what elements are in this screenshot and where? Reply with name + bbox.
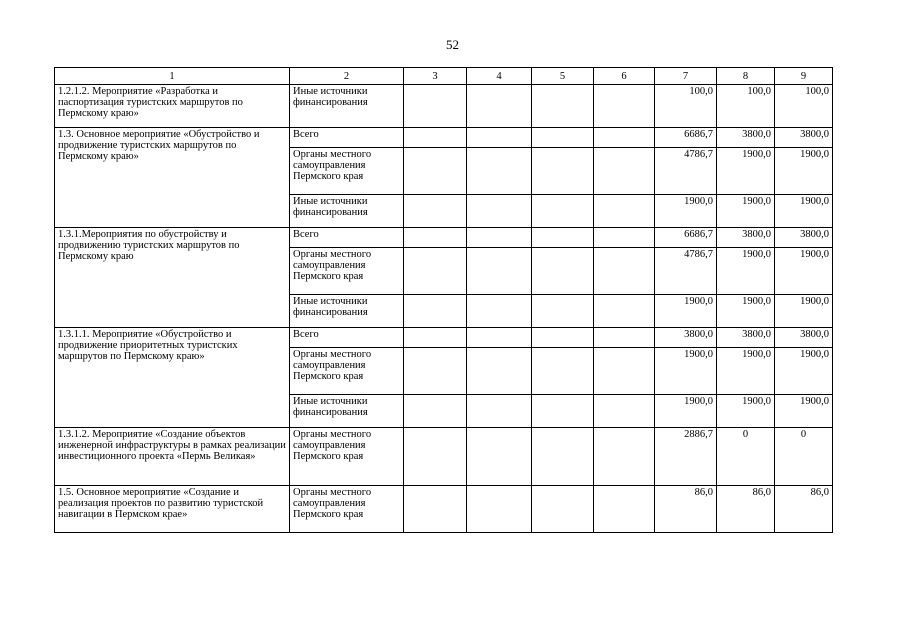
source-cell: Иные источники финансирования xyxy=(290,85,404,128)
empty-cell xyxy=(467,348,532,395)
empty-cell xyxy=(532,85,594,128)
value-col9: 1900,0 xyxy=(775,295,833,328)
value-col9: 1900,0 xyxy=(775,148,833,195)
activity-cell: 1.3.1.1. Мероприятие «Обустройство и продвижение приоритетных туристских маршрутов по Пермскому краю» xyxy=(55,328,290,428)
empty-cell xyxy=(467,128,532,148)
empty-cell xyxy=(467,428,532,486)
empty-cell xyxy=(404,428,467,486)
empty-cell xyxy=(594,248,655,295)
empty-cell xyxy=(594,195,655,228)
empty-cell xyxy=(532,195,594,228)
source-cell: Органы местного самоуправления Пермского края xyxy=(290,148,404,195)
value-col8: 1900,0 xyxy=(717,348,775,395)
empty-cell xyxy=(404,395,467,428)
empty-cell xyxy=(404,295,467,328)
activity-cell: 1.3.1.2. Мероприятие «Создание объектов инженерной инфраструктуры в рамках реализации инвестиционного проекта «Пермь Великая» xyxy=(55,428,290,486)
source-cell: Органы местного самоуправления Пермского края xyxy=(290,428,404,486)
source-cell: Иные источники финансирования xyxy=(290,395,404,428)
empty-cell xyxy=(532,295,594,328)
empty-cell xyxy=(404,348,467,395)
empty-cell xyxy=(404,228,467,248)
empty-cell xyxy=(532,148,594,195)
empty-cell xyxy=(404,486,467,533)
value-col7: 1900,0 xyxy=(655,295,717,328)
activity-cell: 1.3. Основное мероприятие «Обустройство и продвижение туристских маршрутов по Пермскому краю» xyxy=(55,128,290,228)
source-cell: Органы местного самоуправления Пермского края xyxy=(290,486,404,533)
empty-cell xyxy=(594,348,655,395)
value-col8: 3800,0 xyxy=(717,328,775,348)
value-col7: 1900,0 xyxy=(655,195,717,228)
table-row xyxy=(55,128,833,148)
column-header: 2 xyxy=(290,68,404,85)
empty-cell xyxy=(594,228,655,248)
empty-cell xyxy=(467,248,532,295)
source-cell: Органы местного самоуправления Пермского края xyxy=(290,348,404,395)
value-col8: 86,0 xyxy=(717,486,775,533)
column-header: 1 xyxy=(55,68,290,85)
column-header: 5 xyxy=(532,68,594,85)
table-row xyxy=(55,428,833,486)
empty-cell xyxy=(594,328,655,348)
value-col7: 4786,7 xyxy=(655,248,717,295)
value-col9: 3800,0 xyxy=(775,328,833,348)
empty-cell xyxy=(594,486,655,533)
financing-table xyxy=(54,67,833,533)
empty-cell xyxy=(532,486,594,533)
empty-cell xyxy=(532,428,594,486)
empty-cell xyxy=(467,195,532,228)
empty-cell xyxy=(467,395,532,428)
value-col8: 1900,0 xyxy=(717,148,775,195)
column-header: 6 xyxy=(594,68,655,85)
value-col7: 6686,7 xyxy=(655,228,717,248)
empty-cell xyxy=(467,295,532,328)
table-row xyxy=(55,85,833,128)
empty-cell xyxy=(467,228,532,248)
value-col8: 3800,0 xyxy=(717,228,775,248)
empty-cell xyxy=(532,128,594,148)
empty-cell xyxy=(532,348,594,395)
activity-cell: 1.3.1.Мероприятия по обустройству и продвижению туристских маршрутов по Пермскому краю xyxy=(55,228,290,328)
value-col8: 100,0 xyxy=(717,85,775,128)
value-col9: 3800,0 xyxy=(775,228,833,248)
empty-cell xyxy=(594,395,655,428)
value-col7: 86,0 xyxy=(655,486,717,533)
empty-cell xyxy=(532,395,594,428)
value-col9: 1900,0 xyxy=(775,395,833,428)
source-cell: Иные источники финансирования xyxy=(290,195,404,228)
empty-cell xyxy=(404,85,467,128)
page-number: 52 xyxy=(446,37,459,52)
empty-cell xyxy=(404,248,467,295)
column-header: 9 xyxy=(775,68,833,85)
value-col7: 3800,0 xyxy=(655,328,717,348)
empty-cell xyxy=(404,148,467,195)
value-col9: 3800,0 xyxy=(775,128,833,148)
empty-cell xyxy=(594,295,655,328)
empty-cell xyxy=(404,195,467,228)
empty-cell xyxy=(532,328,594,348)
source-cell: Всего xyxy=(290,128,404,148)
value-col8: 1900,0 xyxy=(717,295,775,328)
source-cell: Всего xyxy=(290,228,404,248)
empty-cell xyxy=(594,428,655,486)
value-col7: 6686,7 xyxy=(655,128,717,148)
value-col8: 1900,0 xyxy=(717,248,775,295)
table-row xyxy=(55,228,833,248)
value-col7: 1900,0 xyxy=(655,395,717,428)
value-col7: 4786,7 xyxy=(655,148,717,195)
activity-cell: 1.2.1.2. Мероприятие «Разработка и паспортизация туристских маршрутов по Пермскому краю» xyxy=(55,85,290,128)
value-col9: 86,0 xyxy=(775,486,833,533)
table-row xyxy=(55,328,833,348)
table-row xyxy=(55,486,833,533)
empty-cell xyxy=(467,486,532,533)
value-col7: 1900,0 xyxy=(655,348,717,395)
empty-cell xyxy=(532,228,594,248)
empty-cell xyxy=(467,328,532,348)
source-cell: Иные источники финансирования xyxy=(290,295,404,328)
value-col7: 100,0 xyxy=(655,85,717,128)
activity-cell: 1.5. Основное мероприятие «Создание и реализация проектов по развитию туристской навигации в Пермском крае» xyxy=(55,486,290,533)
value-col9: 1900,0 xyxy=(775,195,833,228)
column-header: 3 xyxy=(404,68,467,85)
column-header: 7 xyxy=(655,68,717,85)
empty-cell xyxy=(532,248,594,295)
empty-cell xyxy=(594,148,655,195)
header-row xyxy=(55,68,833,85)
value-col9: 1900,0 xyxy=(775,348,833,395)
value-col8: 1900,0 xyxy=(717,395,775,428)
empty-cell xyxy=(594,85,655,128)
source-cell: Всего xyxy=(290,328,404,348)
value-col9: 0 xyxy=(775,428,833,486)
value-col8: 3800,0 xyxy=(717,128,775,148)
empty-cell xyxy=(404,328,467,348)
empty-cell xyxy=(467,85,532,128)
column-header: 4 xyxy=(467,68,532,85)
value-col9: 1900,0 xyxy=(775,248,833,295)
value-col8: 0 xyxy=(717,428,775,486)
empty-cell xyxy=(594,128,655,148)
value-col7: 2886,7 xyxy=(655,428,717,486)
column-header: 8 xyxy=(717,68,775,85)
value-col8: 1900,0 xyxy=(717,195,775,228)
source-cell: Органы местного самоуправления Пермского края xyxy=(290,248,404,295)
value-col9: 100,0 xyxy=(775,85,833,128)
empty-cell xyxy=(467,148,532,195)
empty-cell xyxy=(404,128,467,148)
